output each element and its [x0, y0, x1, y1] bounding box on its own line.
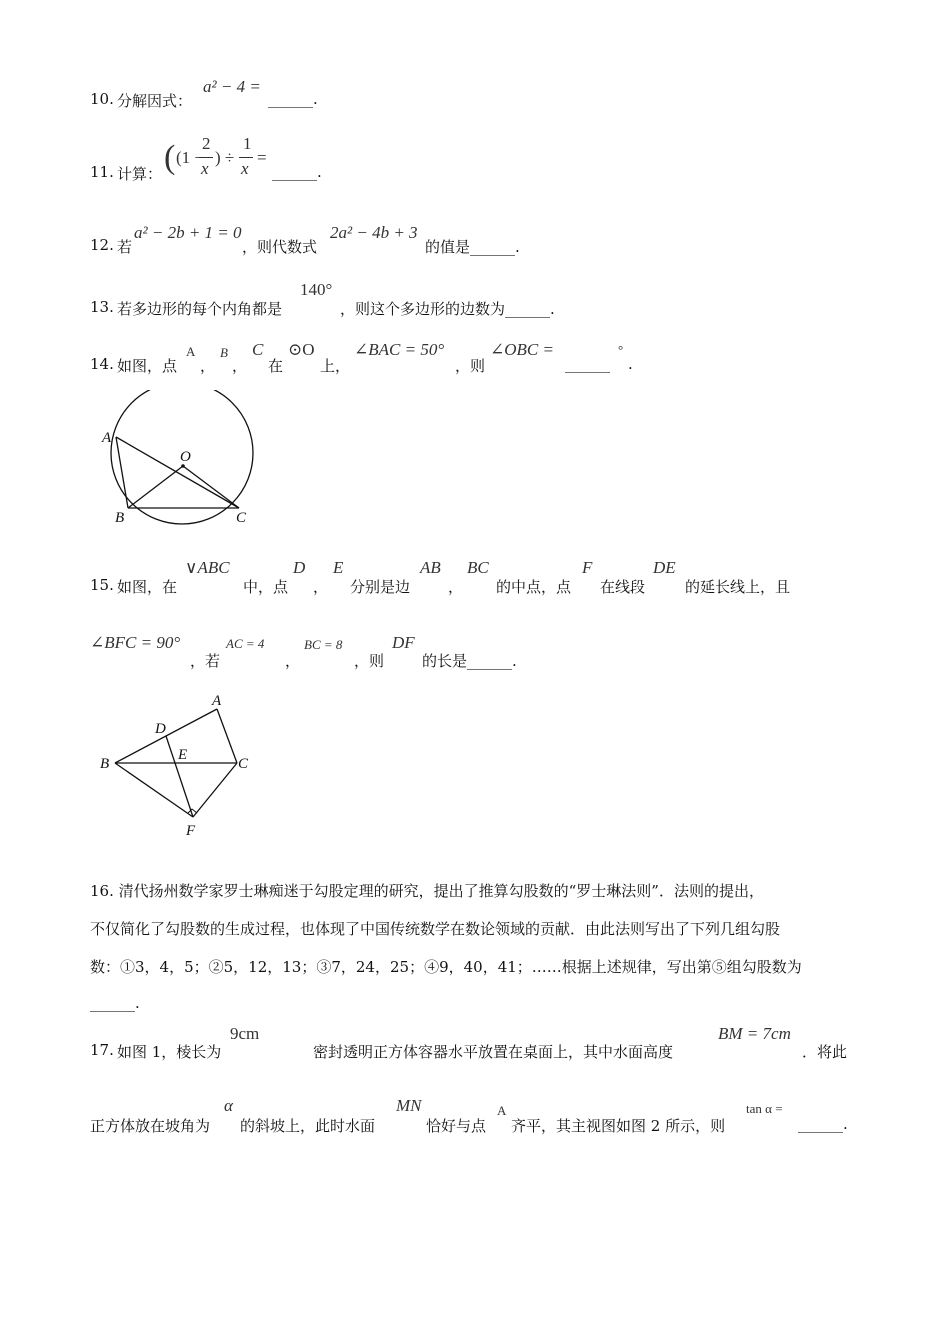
- q15-text-f: 的延长线上，且: [685, 578, 791, 596]
- q15-point-d: D: [293, 558, 306, 577]
- q15-condition-angle: ∠BFC = 90°: [90, 633, 181, 652]
- q11-frac2-numerator: 1: [243, 134, 252, 153]
- q15-segment-de: DE: [653, 558, 676, 577]
- fig15-segment-ac: [217, 709, 237, 763]
- fig15-label-c: C: [238, 756, 249, 772]
- q16-line-2: 不仅简化了勾股数的生成过程，也体现了中国传统数学在数论领域的贡献．由此法则写出了下列几组勾股: [90, 920, 781, 938]
- q12-text-a: 若: [117, 238, 133, 256]
- q14-text-c: 上，: [320, 357, 351, 375]
- q13-number: 13.: [90, 298, 114, 316]
- q13-text-a: 若多边形的每个内角都是: [117, 300, 283, 318]
- q16-line-1: 16. 清代扬州数学家罗士琳痴迷于勾股定理的研究，提出了推算勾股数的“罗士琳法则”．法则的提出，: [90, 882, 764, 900]
- q17-edge-length: 9cm: [230, 1024, 260, 1043]
- q16-line-3: 数：①3，4，5；②5，12，13；③7，24，25；④9，40，41；……根据上述规律，写出第⑤组勾股数为: [90, 958, 802, 976]
- q17-answer-blank: ______.: [798, 1115, 848, 1133]
- q11-frac2-denominator: x: [241, 159, 249, 178]
- q17-text-e: 的斜坡上，此时水面: [240, 1117, 376, 1135]
- q17-alpha: α: [224, 1096, 233, 1115]
- q17-point-a: A: [497, 1103, 507, 1118]
- fig14-label-b: B: [115, 510, 125, 526]
- fig14-segment-ab: [116, 437, 128, 508]
- figure-15-triangle-diagram: [95, 688, 265, 843]
- q17-text-c: ．将此: [802, 1043, 848, 1061]
- q11-frac1-numerator: 2: [202, 134, 211, 153]
- q11-frac2-bar: [239, 157, 253, 158]
- fig14-segment-oc: [183, 466, 239, 508]
- q11-expression: [164, 133, 274, 185]
- q14-text-d: ，则: [455, 357, 486, 375]
- q17-water-surface-mn: MN: [396, 1096, 422, 1115]
- q11-frac1-bar: [199, 157, 213, 158]
- q10-expression: a² − 4 =: [203, 77, 261, 96]
- q12-number: 12.: [90, 236, 114, 254]
- q12-text-b: ，则代数式: [242, 238, 318, 256]
- q14-text-b: 在: [268, 357, 284, 375]
- q15-text-i: 的长是______.: [422, 652, 517, 670]
- fig15-label-d: D: [155, 721, 166, 737]
- q15-text-d: 的中点，点: [496, 578, 572, 596]
- q14-circle-o: ⊙O: [288, 340, 315, 359]
- q14-point-c: C: [252, 340, 264, 359]
- q15-condition-bc: BC = 8: [304, 637, 343, 652]
- fig15-segment-bf: [115, 763, 193, 817]
- q15-text-b: 中，点: [243, 578, 289, 596]
- q15-text-e: 在线段: [600, 578, 646, 596]
- fig15-segment-fc: [193, 763, 237, 817]
- q14-degree: °: [618, 342, 624, 357]
- q14-end: .: [628, 355, 633, 373]
- q17-number: 17.: [90, 1041, 114, 1059]
- figure-14-circle-diagram: [95, 390, 265, 530]
- q15-side-bc: BC: [467, 558, 489, 577]
- q17-text-b: 密封透明正方体容器水平放置在桌面上，其中水面高度: [313, 1043, 674, 1061]
- q11-answer-blank: ______.: [272, 163, 322, 181]
- q15-text-h: ，则: [354, 652, 385, 670]
- q14-text-a: 如图，点: [117, 357, 178, 375]
- q11-mid: ) ÷: [215, 148, 235, 167]
- fig14-segment-ob: [128, 466, 183, 508]
- q15-text-a: 如图，在: [117, 578, 178, 596]
- q14-given-angle: ∠BAC = 50°: [354, 340, 445, 359]
- q15-text-c: 分别是边: [350, 578, 411, 596]
- q15-triangle: ∨ABC: [185, 558, 230, 577]
- q14-answer-blank: ______: [565, 355, 610, 373]
- fig15-label-a: A: [212, 693, 222, 709]
- q10-number: 10.: [90, 90, 114, 108]
- q15-point-e: E: [333, 558, 344, 577]
- q14-point-a: A: [186, 344, 196, 359]
- q17-text-g: 齐平，其主视图如图 2 所示，则: [511, 1117, 726, 1135]
- fig14-segment-ac: [116, 437, 239, 508]
- q10-text: 分解因式：: [117, 92, 193, 110]
- fig14-label-o: O: [180, 449, 191, 465]
- q15-point-f: F: [582, 558, 593, 577]
- q17-text-a: 如图 1，棱长为: [117, 1043, 222, 1061]
- q14-sep2: ，: [232, 357, 248, 375]
- q15-sep1: ，: [313, 578, 329, 596]
- q13-text-b: ，则这个多边形的边数为______.: [340, 300, 555, 318]
- q15-number: 15.: [90, 576, 114, 594]
- q13-angle: 140°: [300, 280, 333, 299]
- fig15-right-angle-mark: [188, 809, 197, 813]
- q11-number: 11.: [90, 163, 114, 181]
- q11-frac1-denominator: x: [201, 159, 209, 178]
- q17-text-f: 恰好与点: [426, 1117, 487, 1135]
- fig14-label-a: A: [102, 430, 112, 446]
- q15-sep2: ，: [448, 578, 464, 596]
- fig15-label-b: B: [100, 756, 110, 772]
- q15-segment-df: DF: [392, 633, 415, 652]
- q14-ask-angle: ∠OBC =: [490, 340, 554, 359]
- q12-expression: 2a² − 4b + 3: [330, 223, 418, 242]
- q11-one-minus: (1 −: [176, 148, 204, 167]
- q15-text-g: ，若: [190, 652, 221, 670]
- q15-condition-ac: AC = 4: [226, 636, 265, 651]
- q17-text-d: 正方体放在坡角为: [90, 1117, 211, 1135]
- q12-condition: a² − 2b + 1 = 0: [134, 223, 242, 242]
- q15-sep3: ，: [285, 652, 301, 670]
- q11-left-paren: (: [164, 139, 176, 176]
- q15-side-ab: AB: [420, 558, 441, 577]
- q17-tan-alpha: tan α =: [746, 1101, 783, 1116]
- q11-text: 计算：: [117, 165, 163, 183]
- fig15-label-e: E: [178, 747, 188, 763]
- fig14-label-c: C: [236, 510, 247, 526]
- fig15-label-f: F: [186, 823, 196, 839]
- q11-equals: =: [257, 148, 267, 167]
- q12-text-c: 的值是______.: [425, 238, 520, 256]
- q17-water-height: BM = 7cm: [718, 1024, 791, 1043]
- q14-sep1: ，: [200, 357, 216, 375]
- q14-number: 14.: [90, 355, 114, 373]
- q14-point-b: B: [220, 345, 228, 360]
- q10-answer-blank: ______.: [268, 90, 318, 108]
- q16-answer-blank: ______.: [90, 994, 140, 1012]
